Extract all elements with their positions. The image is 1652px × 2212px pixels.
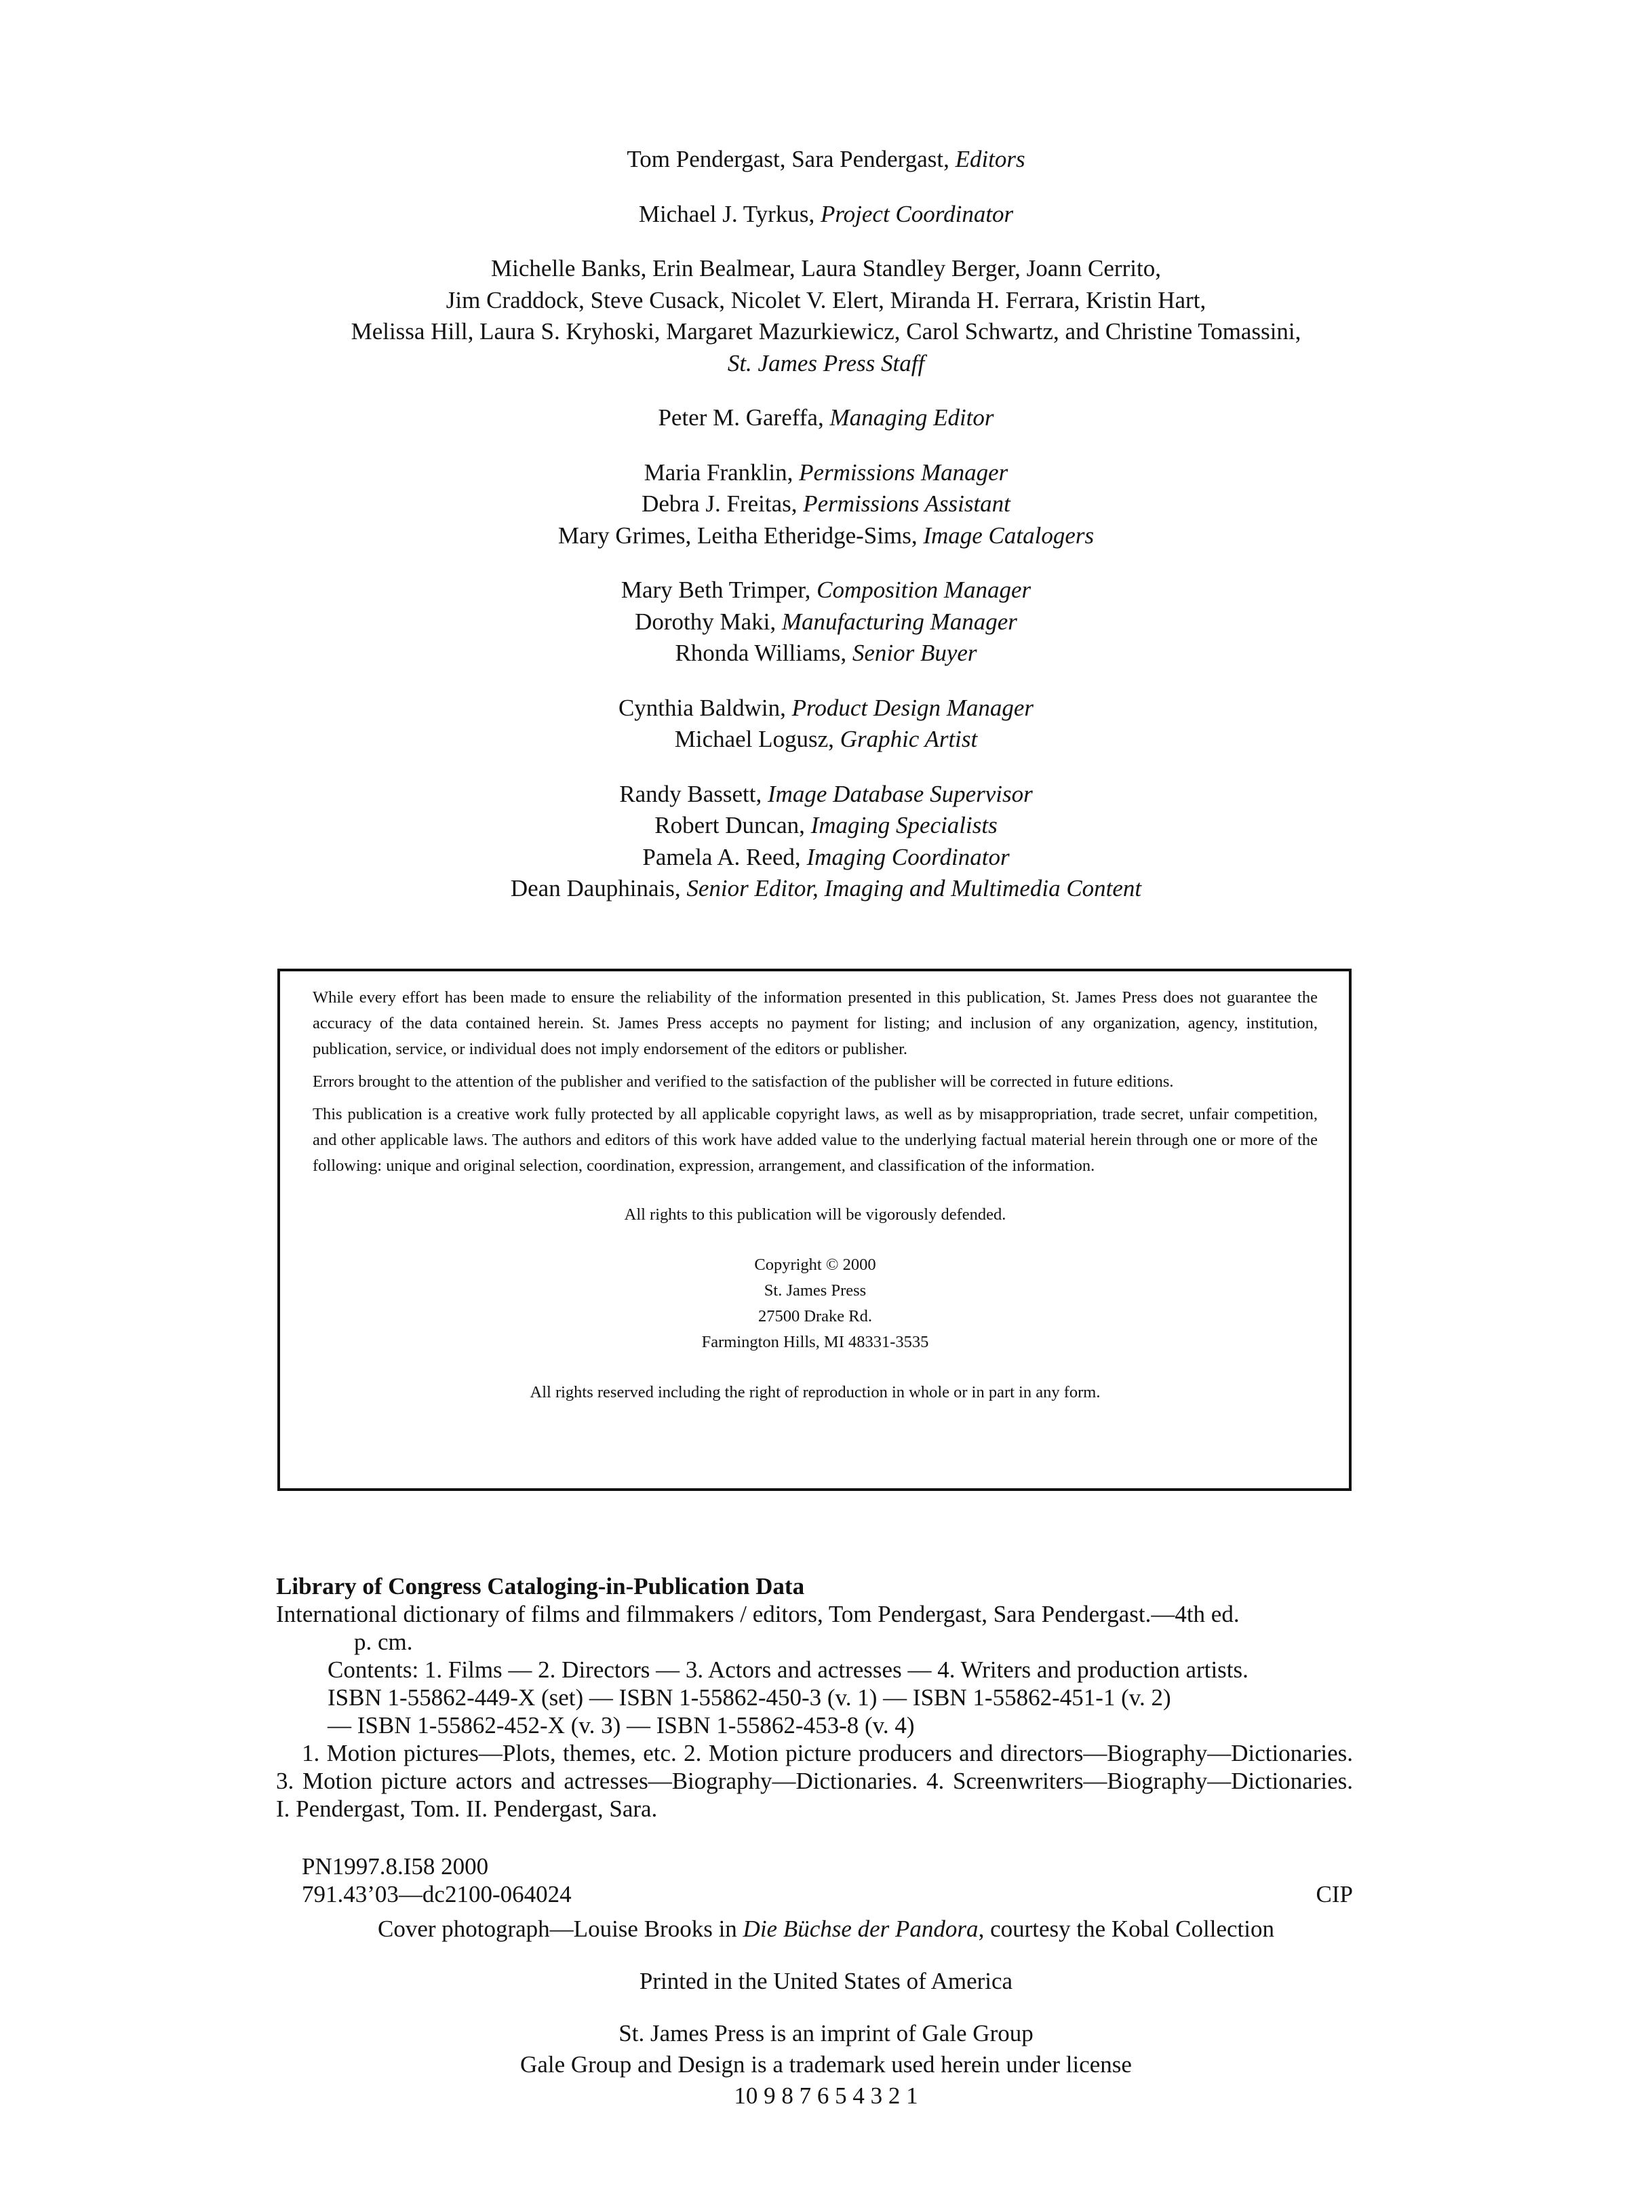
credit-name: Tom Pendergast, Sara Pendergast, bbox=[627, 146, 956, 172]
credit-line bbox=[0, 575, 1652, 606]
credit-line bbox=[0, 348, 1652, 380]
credit-line bbox=[0, 606, 1652, 638]
credit-group bbox=[0, 253, 1652, 379]
credit-line bbox=[0, 316, 1652, 348]
publisher-name: St. James Press bbox=[764, 1281, 867, 1300]
cip-title: International dictionary of films and filmmakers / editors, Tom Pendergast, Sara Pendergast.—4th ed. bbox=[276, 1601, 1240, 1627]
staff-credits bbox=[0, 144, 1652, 928]
credit-name: Peter M. Gareffa, bbox=[658, 404, 830, 431]
cip-pages: p. cm. bbox=[354, 1629, 413, 1655]
credit-name: Robert Duncan, bbox=[654, 812, 811, 838]
credit-group bbox=[0, 402, 1652, 434]
credit-line bbox=[0, 199, 1652, 231]
credit-group bbox=[0, 457, 1652, 552]
imprint-line: St. James Press is an imprint of Gale Group bbox=[618, 2020, 1034, 2046]
credit-name: Dorothy Maki, bbox=[635, 608, 782, 635]
credit-name: Dean Dauphinais, bbox=[510, 875, 687, 901]
printed-in: Printed in the United States of America bbox=[639, 1968, 1013, 1994]
credit-role: Permissions Manager bbox=[799, 459, 1008, 486]
cover-credit: Cover photograph—Louise Brooks in Die Büchse der Pandora, courtesy the Kobal Collection bbox=[377, 1916, 1274, 1942]
credit-line bbox=[0, 402, 1652, 434]
cataloging-data bbox=[276, 1572, 1353, 1823]
dewey-number: 791.43’03—dc2100-064024 bbox=[302, 1881, 572, 1907]
credit-group bbox=[0, 199, 1652, 231]
credit-name: Michael Logusz, bbox=[674, 726, 840, 752]
cip-isbn-line-1: ISBN 1-55862-449-X (set) — ISBN 1-55862-450-3 (v. 1) — ISBN 1-55862-451-1 (v. 2) bbox=[328, 1684, 1171, 1711]
errors-paragraph: Errors brought to the attention of the publisher and verified to the satisfaction of the publisher will be corrected in future editions. bbox=[313, 1072, 1174, 1091]
credit-role: Manufacturing Manager bbox=[781, 608, 1017, 635]
cip-isbn-line-2: — ISBN 1-55862-452-X (v. 3) — ISBN 1-55862-453-8 (v. 4) bbox=[328, 1712, 915, 1739]
credit-name: Cynthia Baldwin, bbox=[618, 694, 792, 721]
credit-role: Editors bbox=[955, 146, 1025, 172]
city-address: Farmington Hills, MI 48331-3535 bbox=[701, 1333, 929, 1351]
credit-role: St. James Press Staff bbox=[727, 349, 925, 376]
credit-line bbox=[0, 779, 1652, 811]
publisher-address bbox=[313, 1252, 1318, 1355]
street-address: 27500 Drake Rd. bbox=[758, 1307, 873, 1325]
credit-name: Jim Craddock, Steve Cusack, Nicolet V. Elert, Miranda H. Ferrara, Kristin Hart, bbox=[446, 286, 1206, 313]
classification-numbers bbox=[302, 1852, 1353, 1908]
credit-line bbox=[0, 520, 1652, 552]
credit-role: Project Coordinator bbox=[820, 200, 1014, 227]
credit-name: Pamela A. Reed, bbox=[642, 843, 807, 870]
credit-role: Permissions Assistant bbox=[803, 490, 1010, 517]
credit-name: Mary Grimes, Leitha Etheridge-Sims, bbox=[557, 522, 924, 549]
credit-name: Mary Beth Trimper, bbox=[621, 577, 817, 603]
credit-role: Graphic Artist bbox=[840, 726, 978, 752]
credit-line bbox=[0, 285, 1652, 317]
credit-name: Michelle Banks, Erin Bealmear, Laura Standley Berger, Joann Cerrito, bbox=[491, 255, 1161, 282]
rights-reserved: All rights reserved including the right of reproduction in whole or in part in any form. bbox=[530, 1383, 1101, 1401]
credit-role: Imaging Coordinator bbox=[806, 843, 1010, 870]
credit-line bbox=[0, 488, 1652, 520]
credit-role: Imaging Specialists bbox=[810, 812, 998, 838]
rights-defended: All rights to this publication will be vigorously defended. bbox=[624, 1205, 1006, 1224]
credit-line bbox=[0, 873, 1652, 905]
credit-line bbox=[0, 693, 1652, 724]
credit-line bbox=[0, 253, 1652, 285]
credit-line bbox=[0, 144, 1652, 176]
credit-role: Senior Buyer bbox=[852, 640, 977, 666]
disclaimer-box bbox=[277, 969, 1352, 1491]
credit-role: Image Database Supervisor bbox=[767, 780, 1033, 807]
cover-film-title: Die Büchse der Pandora bbox=[743, 1916, 979, 1942]
cip-subjects: 1. Motion pictures—Plots, themes, etc. 2. Motion picture producers and directors—Biography—Dictionaries. 3. Motion picture actors and actresses—Biography—Dictionaries. 4. Screenwriters—Biography—Dictionaries. I. Pendergast, Tom. II. Pendergast, Sara. bbox=[276, 1740, 1353, 1822]
credit-role: Product Design Manager bbox=[791, 694, 1034, 721]
imprint-notice bbox=[0, 2018, 1652, 2112]
credit-line bbox=[0, 457, 1652, 489]
lc-call-number: PN1997.8.I58 2000 bbox=[302, 1853, 489, 1880]
credit-name: Randy Bassett, bbox=[619, 780, 768, 807]
trademark-line: Gale Group and Design is a trademark used herein under license bbox=[520, 2051, 1132, 2078]
cip-contents: Contents: 1. Films — 2. Directors — 3. Actors and actresses — 4. Writers and production artists. bbox=[328, 1656, 1248, 1683]
credit-group bbox=[0, 779, 1652, 905]
credit-group bbox=[0, 144, 1652, 176]
credit-name: Maria Franklin, bbox=[644, 459, 800, 486]
credit-name: Melissa Hill, Laura S. Kryhoski, Margaret Mazurkiewicz, Carol Schwartz, and Christine Tomassini, bbox=[351, 318, 1301, 345]
printing-line: 10 9 8 7 6 5 4 3 2 1 bbox=[734, 2082, 918, 2109]
credit-role: Senior Editor, Imaging and Multimedia Content bbox=[686, 875, 1142, 901]
copyright-line: Copyright © 2000 bbox=[754, 1256, 876, 1274]
credit-line bbox=[0, 638, 1652, 670]
credit-group bbox=[0, 693, 1652, 756]
credit-role: Image Catalogers bbox=[923, 522, 1095, 549]
copyright-law-paragraph: This publication is a creative work fully protected by all applicable copyright laws, as well as by misappropriation, trade secret, unfair competition, and other applicable laws. The authors and editors of this work have added value to the underlying factual material herein through one or more of the following: unique and original selection, coordination, expression, arrangement, and classification of the information. bbox=[313, 1105, 1318, 1175]
credit-line bbox=[0, 842, 1652, 874]
credit-name: Rhonda Williams, bbox=[675, 640, 852, 666]
cip-heading: Library of Congress Cataloging-in-Publication Data bbox=[276, 1573, 805, 1599]
credit-name: Debra J. Freitas, bbox=[642, 490, 804, 517]
credit-line bbox=[0, 724, 1652, 756]
credit-group bbox=[0, 575, 1652, 670]
credit-role: Composition Manager bbox=[817, 577, 1031, 603]
credit-name: Michael J. Tyrkus, bbox=[638, 200, 821, 227]
credit-role: Managing Editor bbox=[829, 404, 994, 431]
disclaimer-paragraph: While every effort has been made to ensure the reliability of the information presented in this publication, St. James Press does not guarantee the accuracy of the data contained herein. St. James Press accepts no payment for listing; and inclusion of any organization, agency, institution, publication, service, or individual does not imply endorsement of the editors or publisher. bbox=[313, 988, 1318, 1058]
credit-line bbox=[0, 810, 1652, 842]
cip-label: CIP bbox=[1316, 1881, 1353, 1907]
